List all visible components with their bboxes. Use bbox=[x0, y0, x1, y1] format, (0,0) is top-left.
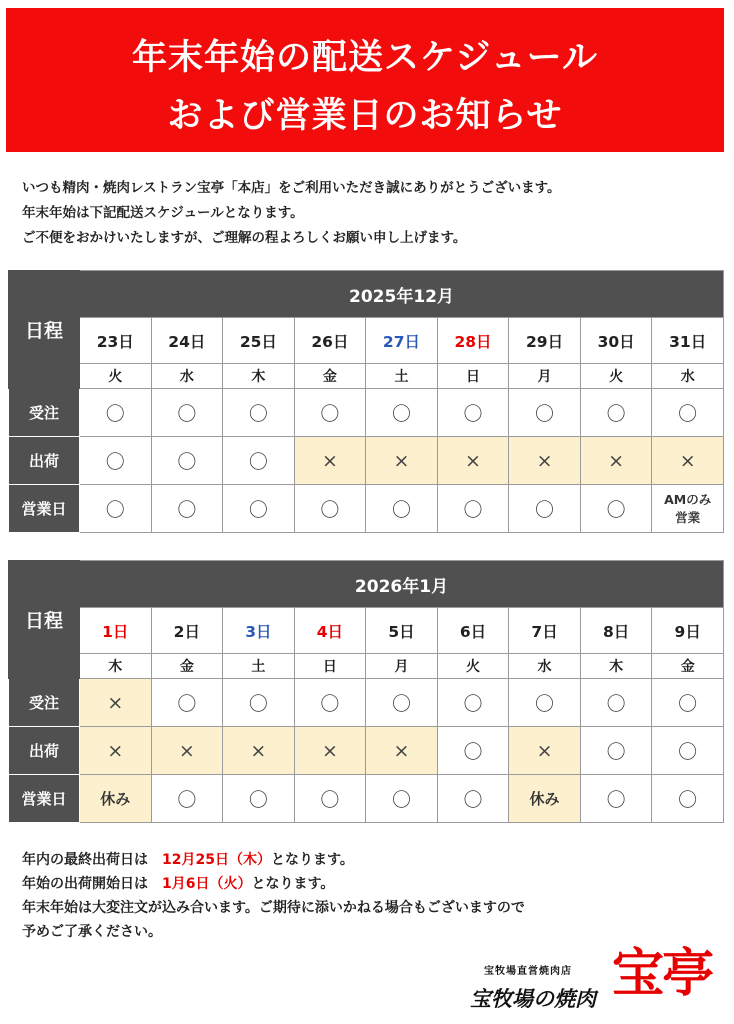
cell-value: 〇 bbox=[463, 499, 483, 521]
cell-value: 〇 bbox=[320, 403, 340, 425]
cell-value: × bbox=[321, 739, 338, 762]
weekday-cell: 水 bbox=[652, 364, 724, 389]
date-cell: 4日 bbox=[294, 608, 366, 654]
business-day-cell bbox=[437, 485, 509, 533]
order-cell bbox=[366, 389, 438, 437]
cell-value: × bbox=[536, 739, 553, 762]
cell-value: 〇 bbox=[177, 499, 197, 521]
note-last-shipping bbox=[22, 848, 525, 872]
order-cell bbox=[652, 389, 724, 437]
shipping-cell bbox=[366, 437, 438, 485]
title-line-1: 年末年始の配送スケジュール bbox=[132, 38, 598, 78]
row-label-order: 受注 bbox=[9, 679, 80, 727]
shipping-cell bbox=[580, 727, 652, 775]
cell-value: 〇 bbox=[177, 789, 197, 811]
shipping-cell bbox=[151, 727, 223, 775]
business-day-cell bbox=[366, 775, 438, 823]
cell-value: 〇 bbox=[391, 789, 411, 811]
cell-value: 〇 bbox=[535, 499, 555, 521]
business-day-cell bbox=[294, 485, 366, 533]
cell-value: × bbox=[107, 691, 124, 714]
cell-value: 〇 bbox=[535, 403, 555, 425]
weekday-cell: 月 bbox=[509, 364, 581, 389]
weekday-cell: 日 bbox=[294, 654, 366, 679]
first-shipping-date: 1月6日（火） bbox=[162, 876, 252, 892]
business-day-cell bbox=[580, 485, 652, 533]
cell-value: × bbox=[107, 739, 124, 762]
row-label-ship: 出荷 bbox=[9, 437, 80, 485]
date-cell: 9日 bbox=[652, 608, 724, 654]
row-label-business: 営業日 bbox=[9, 775, 80, 823]
shipping-cell bbox=[437, 727, 509, 775]
cell-value: × bbox=[178, 739, 195, 762]
cell-value: 〇 bbox=[105, 451, 125, 473]
order-cell bbox=[294, 679, 366, 727]
date-cell: 6日 bbox=[437, 608, 509, 654]
cell-value: 〇 bbox=[678, 693, 698, 715]
logo-subtitle: 宝牧場直営焼肉店 bbox=[484, 966, 572, 977]
shipping-cell bbox=[652, 727, 724, 775]
business-day-cell bbox=[294, 775, 366, 823]
cell-value: 〇 bbox=[248, 789, 268, 811]
cell-value: 休み bbox=[529, 790, 560, 808]
shipping-cell bbox=[509, 727, 581, 775]
date-cell: 2日 bbox=[151, 608, 223, 654]
note-text: となります。 bbox=[251, 876, 335, 892]
cell-value: 休み bbox=[100, 790, 131, 808]
weekday-cell: 木 bbox=[580, 654, 652, 679]
shipping-cell bbox=[223, 437, 295, 485]
business-day-cell bbox=[80, 485, 152, 533]
schedule-table-december bbox=[8, 270, 724, 533]
business-day-cell bbox=[151, 485, 223, 533]
weekday-cell: 金 bbox=[294, 364, 366, 389]
shipping-cell bbox=[294, 437, 366, 485]
weekday-cell: 金 bbox=[151, 654, 223, 679]
cell-value: 〇 bbox=[606, 741, 626, 763]
note-apology: 予めご了承ください。 bbox=[22, 924, 162, 940]
shipping-cell bbox=[652, 437, 724, 485]
cell-value: 〇 bbox=[105, 403, 125, 425]
date-cell: 26日 bbox=[294, 318, 366, 364]
weekday-cell: 木 bbox=[80, 654, 152, 679]
business-day-cell bbox=[509, 775, 581, 823]
business-day-cell bbox=[652, 485, 724, 533]
cell-value: × bbox=[250, 739, 267, 762]
month-heading: 2026年1月 bbox=[80, 561, 724, 608]
schedule-table-january bbox=[8, 560, 724, 823]
cell-value: 〇 bbox=[248, 451, 268, 473]
cell-value: 〇 bbox=[463, 789, 483, 811]
row-label-order: 受注 bbox=[9, 389, 80, 437]
date-cell: 30日 bbox=[580, 318, 652, 364]
cell-value: 〇 bbox=[391, 499, 411, 521]
shipping-cell bbox=[580, 437, 652, 485]
date-cell: 27日 bbox=[366, 318, 438, 364]
cell-value: 〇 bbox=[463, 693, 483, 715]
cell-value: × bbox=[465, 449, 481, 472]
cell-value: 〇 bbox=[320, 789, 340, 811]
date-cell: 23日 bbox=[80, 318, 152, 364]
cell-value: 〇 bbox=[606, 403, 626, 425]
cell-value: 〇 bbox=[606, 499, 626, 521]
cell-value: 〇 bbox=[606, 789, 626, 811]
cell-value: 〇 bbox=[177, 693, 197, 715]
shipping-cell bbox=[366, 727, 438, 775]
order-cell bbox=[437, 389, 509, 437]
note-busy: 年末年始は大変注文が込み合います。ご期待に添いかねる場合もございますので bbox=[22, 900, 525, 916]
intro-text bbox=[22, 176, 561, 251]
weekday-cell: 土 bbox=[223, 654, 295, 679]
order-cell bbox=[151, 679, 223, 727]
cell-value: 〇 bbox=[320, 693, 340, 715]
note-text: 年始の出荷開始日は bbox=[22, 876, 148, 892]
business-day-cell bbox=[80, 775, 152, 823]
intro-line: ご不便をおかけいたしますが、ご理解の程よろしくお願い申し上げます。 bbox=[22, 230, 467, 246]
shipping-cell bbox=[80, 727, 152, 775]
cell-value: × bbox=[608, 449, 625, 472]
business-day-cell bbox=[437, 775, 509, 823]
row-label-business: 営業日 bbox=[9, 485, 80, 533]
order-cell bbox=[151, 389, 223, 437]
last-shipping-date: 12月25日（木） bbox=[162, 852, 271, 868]
cell-value: 〇 bbox=[177, 403, 197, 425]
business-day-cell bbox=[366, 485, 438, 533]
cell-value: × bbox=[321, 449, 338, 472]
weekday-cell: 水 bbox=[151, 364, 223, 389]
cell-value: × bbox=[393, 449, 410, 472]
weekday-cell: 火 bbox=[437, 654, 509, 679]
intro-line: いつも精肉・焼肉レストラン宝亭「本店」をご利用いただき誠にありがとうございます。 bbox=[22, 180, 561, 196]
business-day-cell bbox=[223, 485, 295, 533]
month-heading: 2025年12月 bbox=[80, 271, 724, 318]
date-cell: 28日 bbox=[437, 318, 509, 364]
shipping-cell bbox=[151, 437, 223, 485]
business-day-cell bbox=[580, 775, 652, 823]
schedule-label: 日程 bbox=[9, 561, 80, 679]
logo-name: 宝牧場の焼肉 bbox=[470, 986, 596, 1011]
schedule-label: 日程 bbox=[9, 271, 80, 389]
weekday-cell: 火 bbox=[80, 364, 152, 389]
order-cell bbox=[580, 389, 652, 437]
business-day-cell bbox=[509, 485, 581, 533]
cell-value: 〇 bbox=[177, 451, 197, 473]
title-banner bbox=[6, 8, 724, 152]
cell-value: × bbox=[393, 739, 410, 762]
weekday-cell: 火 bbox=[580, 364, 652, 389]
order-cell bbox=[652, 679, 724, 727]
shipping-cell bbox=[223, 727, 295, 775]
date-cell: 29日 bbox=[509, 318, 581, 364]
cell-value: 〇 bbox=[320, 499, 340, 521]
cell-value: 〇 bbox=[678, 741, 698, 763]
intro-line: 年末年始は下記配送スケジュールとなります。 bbox=[22, 205, 304, 221]
date-cell: 1日 bbox=[80, 608, 152, 654]
order-cell bbox=[580, 679, 652, 727]
logo-mark: 宝亭 bbox=[612, 943, 713, 1004]
cell-value: × bbox=[536, 449, 553, 472]
cell-value: 〇 bbox=[391, 693, 411, 715]
shipping-cell bbox=[80, 437, 152, 485]
order-cell bbox=[437, 679, 509, 727]
order-cell bbox=[366, 679, 438, 727]
business-day-cell bbox=[151, 775, 223, 823]
cell-value: 〇 bbox=[535, 693, 555, 715]
business-day-cell bbox=[223, 775, 295, 823]
weekday-cell: 水 bbox=[509, 654, 581, 679]
cell-value: 〇 bbox=[678, 403, 698, 425]
note-first-shipping bbox=[22, 872, 525, 896]
date-cell: 5日 bbox=[366, 608, 438, 654]
note-text: となります。 bbox=[270, 852, 354, 868]
date-cell: 31日 bbox=[652, 318, 724, 364]
order-cell bbox=[80, 679, 152, 727]
cell-value: 〇 bbox=[105, 499, 125, 521]
cell-value: 〇 bbox=[463, 403, 483, 425]
date-cell: 8日 bbox=[580, 608, 652, 654]
cell-value: 〇 bbox=[606, 693, 626, 715]
date-cell: 25日 bbox=[223, 318, 295, 364]
title-line-2: および営業日のお知らせ bbox=[167, 96, 563, 136]
shipping-cell bbox=[437, 437, 509, 485]
cell-value: AMのみ 営業 bbox=[664, 491, 712, 525]
order-cell bbox=[509, 389, 581, 437]
cell-value: 〇 bbox=[678, 789, 698, 811]
cell-value: × bbox=[679, 449, 696, 472]
order-cell bbox=[509, 679, 581, 727]
shipping-cell bbox=[294, 727, 366, 775]
weekday-cell: 木 bbox=[223, 364, 295, 389]
weekday-cell: 日 bbox=[437, 364, 509, 389]
order-cell bbox=[223, 679, 295, 727]
date-cell: 7日 bbox=[509, 608, 581, 654]
cell-value: 〇 bbox=[248, 499, 268, 521]
cell-value: 〇 bbox=[391, 403, 411, 425]
weekday-cell: 月 bbox=[366, 654, 438, 679]
note-text: 年内の最終出荷日は bbox=[22, 852, 148, 868]
row-label-ship: 出荷 bbox=[9, 727, 80, 775]
cell-value: 〇 bbox=[463, 741, 483, 763]
weekday-cell: 土 bbox=[366, 364, 438, 389]
business-day-cell bbox=[652, 775, 724, 823]
order-cell bbox=[223, 389, 295, 437]
date-cell: 24日 bbox=[151, 318, 223, 364]
notes bbox=[22, 848, 525, 944]
shipping-cell bbox=[509, 437, 581, 485]
cell-value: 〇 bbox=[248, 693, 268, 715]
weekday-cell: 金 bbox=[652, 654, 724, 679]
date-cell: 3日 bbox=[223, 608, 295, 654]
cell-value: 〇 bbox=[248, 403, 268, 425]
order-cell bbox=[80, 389, 152, 437]
order-cell bbox=[294, 389, 366, 437]
